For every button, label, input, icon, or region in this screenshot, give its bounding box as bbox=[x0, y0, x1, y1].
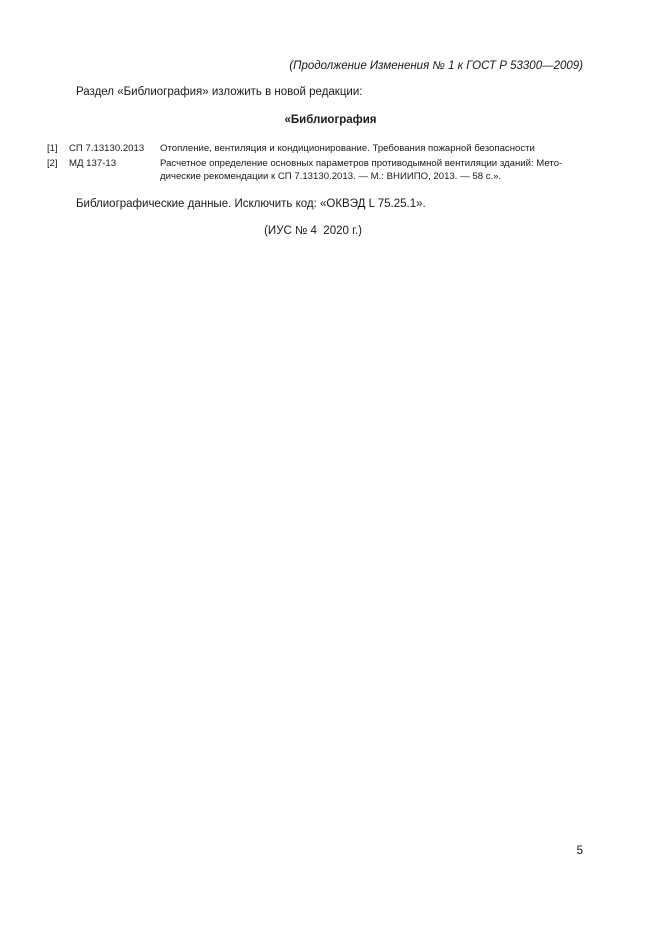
ius-reference: (ИУС № 4 2020 г.) bbox=[264, 225, 362, 237]
entry-number: [2] bbox=[47, 158, 58, 169]
entry-description bbox=[160, 142, 590, 155]
entry-description-line: дические рекомендации к СП 7.13130.2013. — М.: ВНИИПО, 2013. — 58 с.». bbox=[160, 171, 502, 182]
entry-description bbox=[160, 157, 590, 183]
continuation-header: (Продолжение Изменения № 1 к ГОСТ Р 53300—2009) bbox=[289, 60, 583, 72]
entry-code: МД 137-13 bbox=[69, 158, 117, 169]
intro-paragraph: Раздел «Библиография» изложить в новой редакции: bbox=[76, 86, 363, 98]
entry-description-line: Отопление, вентиляция и кондиционирование. Требования пожарной безопасности bbox=[160, 143, 535, 154]
page-number: 5 bbox=[576, 845, 583, 857]
entry-description-line: Расчетное определение основных параметров противодымной вентиляции зданий: Мето- bbox=[160, 158, 563, 169]
bibliography-title: «Библиография bbox=[284, 114, 377, 126]
entry-number: [1] bbox=[47, 143, 58, 154]
bibliographic-data-paragraph: Библиографические данные. Исключить код: «ОКВЭД L 75.25.1». bbox=[76, 198, 426, 210]
entry-code: СП 7.13130.2013 bbox=[69, 143, 145, 154]
